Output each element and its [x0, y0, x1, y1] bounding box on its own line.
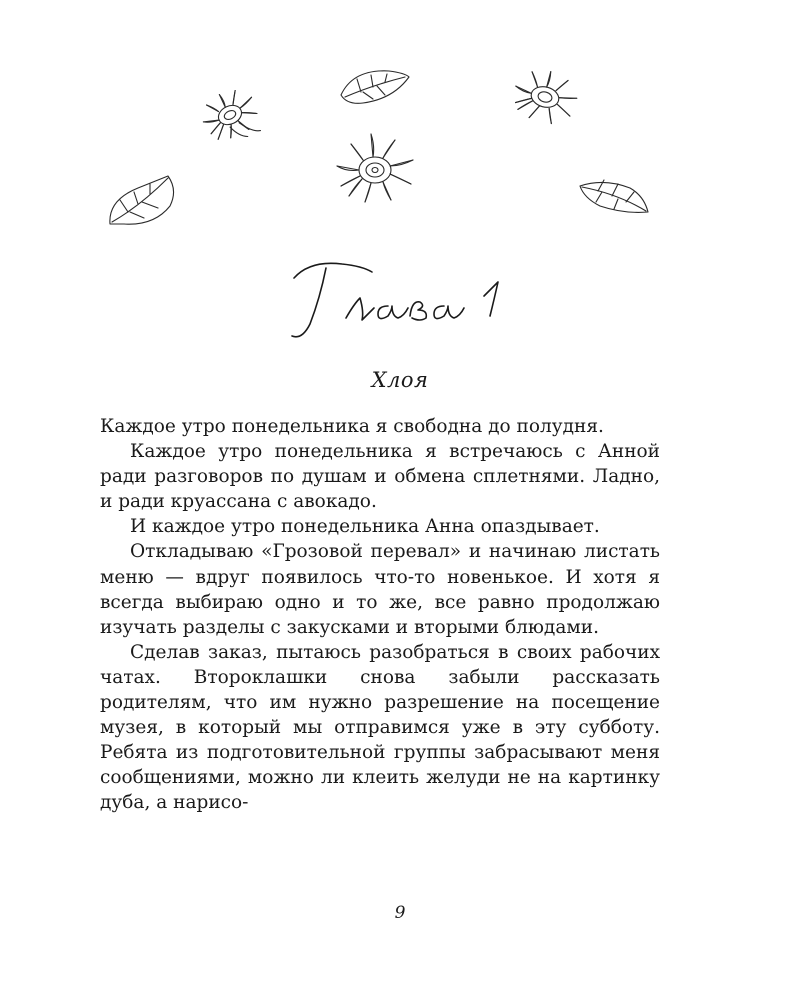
leaf-icon	[574, 176, 654, 221]
chapter-subtitle: Хлоя	[371, 368, 429, 392]
paragraph: И каждое утро понедельника Анна опаздывает.	[130, 516, 600, 538]
paragraph: Каждое утро понедельника я встречаюсь с Анной ради разговоров по душам и обмена сплетнями. Ладно, и ради круассана с авокадо.	[100, 441, 660, 513]
sunflower-icon	[325, 128, 425, 208]
paragraph: Сделав заказ, пытаюсь разобраться в своих рабочих чатах. Второклашки снова забыли рассказать родителям, что им нужно разрешение на посещение музея, в который мы отправимся уже в эту субботу. Ребята из подготовительной группы забрасывают меня сообщениями, можно ли клеить желуди не на картинку дуба, а нарисо-	[100, 641, 660, 814]
body-text	[100, 414, 660, 816]
page-number: 9	[394, 903, 406, 923]
sunflower-icon	[500, 62, 590, 132]
leaf-icon	[104, 170, 184, 230]
paragraph: Откладываю «Грозовой перевал» и начинаю листать меню — вдруг появилось что-то новенькое. И хотя я всегда выбираю одно и то же, все равно продолжаю изучать разделы с закусками и вторыми блюдами.	[100, 541, 660, 638]
leaf-icon	[333, 65, 413, 110]
paragraph: Каждое утро понедельника я свободна до полудня.	[100, 416, 604, 437]
sunflower-icon	[185, 80, 275, 150]
floral-decoration	[0, 0, 800, 250]
chapter-title	[0, 250, 800, 360]
